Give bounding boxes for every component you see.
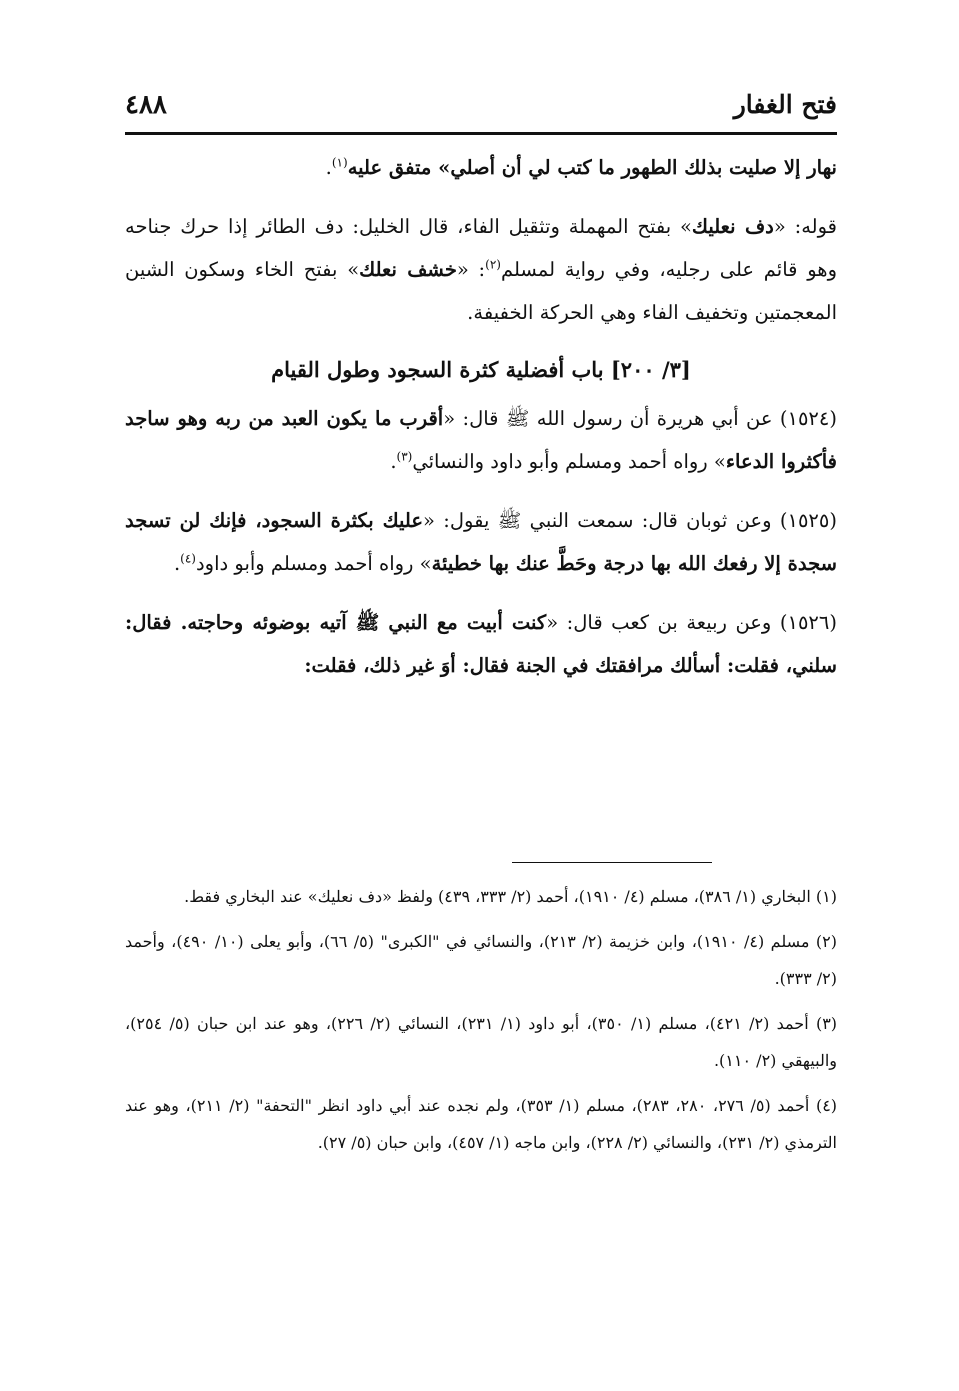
footnotes: [125, 878, 837, 1169]
footnote-item: (٢) مسلم (٤/ ١٩١٠)، وابن خزيمة (٢/ ٢١٣)، والنسائي في "الكبرى" (٥/ ٦٦)، وأبو يعلى (١٠/ ٤٩٠)، وأحمد (٢/ ٣٣٣).: [125, 932, 838, 988]
footnote-item: (١) البخاري (١/ ٣٨٦)، مسلم (٤/ ١٩١٠)، أحمد (٢/ ٣٣٣، ٤٣٩) ولفظ «دف نعليك» عند البخاري فقط.: [184, 887, 837, 906]
text-run: قوله: «: [773, 215, 837, 238]
hadith-quote: كنت أبيت مع النبي ﷺ آتيه بوضوئه وحاجته. فقال: سلني، فقلت: أسألك مرافقتك في الجنة فقال: أوَ غير ذلك، فقلت:: [125, 611, 837, 677]
text-run: .: [390, 450, 397, 473]
hadith-1524: [125, 397, 837, 483]
quoted-term: دف نعليك: [691, 215, 774, 238]
page-number: ٤٨٨: [125, 90, 167, 120]
hadith-1526: [125, 601, 837, 687]
paragraph-continuation: [125, 146, 837, 189]
hadith-quote: عليك بكثرة السجود، فإنك لن تسجد سجدة إلا رفعك الله بها درجة وحَطَّ عنك بها خطيئة: [125, 509, 837, 575]
footnote-ref: (١): [331, 155, 348, 170]
text-run: » رواه أحمد ومسلم وأبو داود والنسائي: [412, 450, 726, 473]
footnote-item: (٣) أحمد (٢/ ٤٢١)، مسلم (١/ ٣٥٠)، أبو داود (١/ ٢٣١)، النسائي (٢/ ٢٢٦)، وهو عند ابن حبان (٥/ ٢٥٤)، والبيهقي (٢/ ١١٠).: [125, 1014, 838, 1070]
main-text: [125, 146, 837, 687]
chapter-heading: [٣/ ٢٠٠] باب أفضلية كثرة السجود وطول القيام: [271, 357, 691, 382]
text-run: (١٥٢٦) وعن ربيعة بن كعب قال: «: [546, 611, 837, 634]
text-run: » بفتح المهملة وتثقيل الفاء، قال الخليل: دف الطائر إذا حرك جناحه وهو قائم على رجليه، وفي رواية لمسلم: [125, 215, 837, 281]
footnote-item: (٤) أحمد (٥/ ٢٧٦، ٢٨٠، ٢٨٣)، مسلم (١/ ٣٥٣)، ولم نجده عند أبي داود انظر "التحفة" (٢/ ٢١١)، وهو عند الترمذي (٢/ ٢٣١)، والنسائي (٢/ ٢٢٨)، وابن ماجه (١/ ٤٥٧)، وابن حبان (٥/ ٢٧).: [125, 1096, 838, 1152]
paragraph-commentary: [125, 205, 837, 334]
text-run: : «: [456, 258, 486, 281]
footnote-ref: (٢): [485, 257, 501, 272]
hadith-1525: [125, 499, 837, 585]
hadith-quote: نهار إلا صليت بذلك الطهور ما كتب لي أن أصلي» متفق عليه: [347, 156, 837, 179]
footnote-separator: [512, 862, 712, 863]
hadith-quote: أقرب ما يكون العبد من ربه وهو ساجد فأكثروا الدعاء: [125, 407, 837, 473]
footnote-ref: (٤): [180, 551, 196, 566]
text-run: .: [173, 552, 181, 575]
text-run: » رواه أحمد ومسلم وأبو داود: [195, 552, 432, 575]
page-header: [125, 88, 837, 135]
footnote-ref: (٣): [396, 449, 413, 464]
text-run: (١٥٢٤) عن أبي هريرة أن رسول الله ﷺ قال: «: [443, 407, 837, 430]
quoted-term: خشف نعلك: [359, 258, 457, 281]
text-run: (١٥٢٥) وعن ثوبان قال: سمعت النبي ﷺ يقول: «: [423, 509, 837, 532]
text-run: » بفتح الخاء وسكون الشين المعجمتين وتخفيف الفاء وهي الحركة الخفيفة.: [125, 258, 837, 324]
running-title: فتح الغفار: [733, 90, 837, 119]
text-run: .: [325, 156, 332, 179]
